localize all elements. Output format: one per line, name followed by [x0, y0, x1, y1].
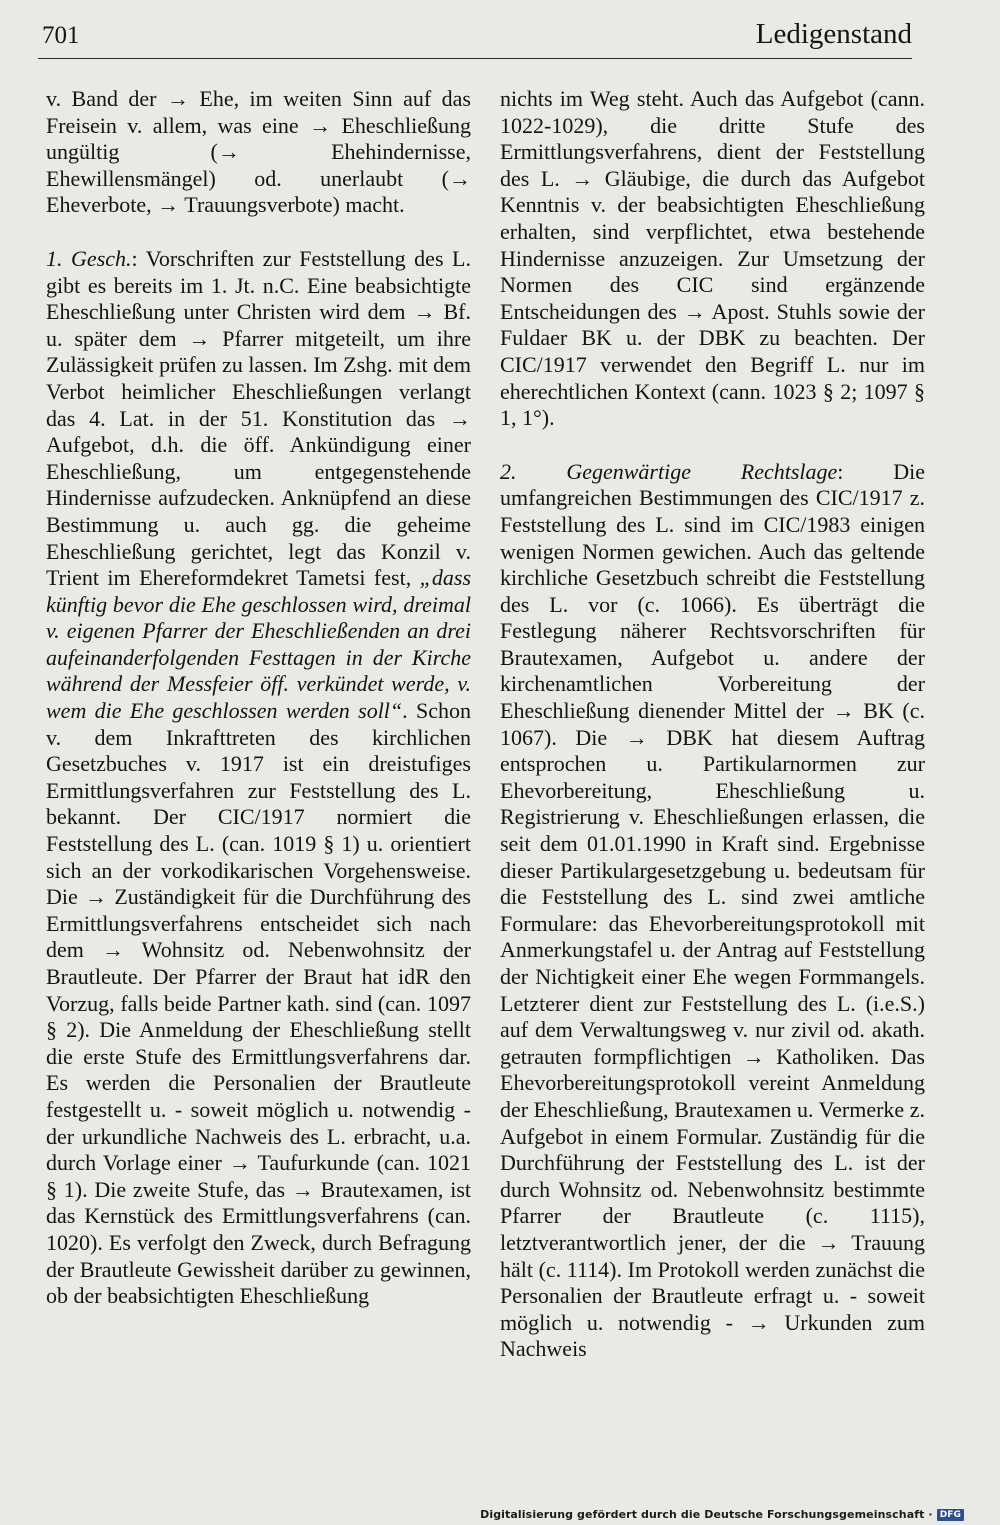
section-number: 1.	[46, 245, 63, 271]
section-paragraph	[46, 246, 471, 1310]
tametsi-quote: „dass künftig bevor die Ehe geschlossen wird, dreimal v. eigenen Pfarrer der Eheschließenden an drei aufeinanderfolgenden Festtagen in der Kirche während der Messfeier öff. verkündet werde, v. wem die Ehe geschlossen werden soll“	[46, 565, 471, 724]
credit-text: Digitalisierung gefördert durch die Deutsche Forschungsgemeinschaft ·	[480, 1508, 933, 1521]
right-column	[500, 86, 925, 1363]
paragraph-text: : Die umfangreichen Bestimmungen des CIC/1917 z. Feststellung des L. sind im CIC/1983 einigen wenigen Normen gewichen. Auch das geltende kirchliche Gesetzbuch schreibt die Feststellung des L. vor (c. 1066). Es überträgt die Festlegung näherer Rechtsvorschriften für Brautexamen, Aufgebot u. andere der kirchenamtlichen Vorbereitung der Eheschließung dienender Mittel der → BK (c. 1067). Die → DBK hat diesem Auftrag entsprochen u. Partikularnormen zur Ehevorbereitung, Eheschließung u. Registrierung v. Eheschließungen erlassen, die seit dem 01.01.1990 in Kraft sind. Ergebnisse dieser Partikulargesetzgebung u. bedeutsam für die Feststellung des L. sind zwei amtliche Formulare: das Ehevorbereitungsprotokoll mit Anmerkungstafel u. der Antrag auf Feststellung der Nichtigkeit einer Ehe wegen Formmangels. Letzterer dient zur Feststellung des L. (i.e.S.) auf dem Verwaltungsweg v. nur zivil od. akath. getrauten formpflichtigen → Katholiken. Das Ehevorbereitungsprotokoll vereint Anmeldung der Eheschließung, Brautexamen u. Vermerke z. Aufgebot in einem Formular. Zuständig für die Durchführung der Feststellung des L. ist der durch Wohnsitz od. Nebenwohnsitz bestimmte Pfarrer der Brautleute (c. 1115), letztverantwortlich jener, der die → Trauung hält (c. 1114). Im Protokoll werden zunächst die Personalien der Brautleute erfragt u. - soweit möglich u. notwendig - → Urkunden zum Nachweis	[500, 458, 925, 1362]
paragraph: v. Band der → Ehe, im weiten Sinn auf das Freisein v. allem, was eine → Eheschließung ungültig (→ Ehehindernisse, Ehewillensmängel) od. unerlaubt (→ Eheverbote, → Trauungsverbote) macht.	[46, 86, 471, 218]
section-title: Gegenwärtige Rechtslage	[566, 458, 838, 484]
section-title: Gesch.	[71, 245, 132, 271]
paragraph-text: : Vorschriften zur Feststellung des L. gibt es bereits im 1. Jt. n.C. Eine beabsichtigte Eheschließung unter Christen wird dem → Bf. u. später dem → Pfarrer mitgeteilt, um ihre Zulässigkeit prüfen zu lassen. Im Zshg. mit dem Verbot heimlicher Eheschließungen verlangt das 4. Lat. in der 51. Konstitution das → Aufgebot, d.h. die öff. Ankündigung einer Eheschließung, um entgegenstehende Hindernisse aufzudecken. Anknüpfend an diese Bestimmung u. auch gg. die geheime Eheschließung gerichtet, legt das Konzil v. Trient im Ehereformdekret Tametsi fest,	[46, 245, 471, 591]
left-column	[46, 86, 471, 1310]
digitization-credit	[480, 1508, 964, 1521]
dfg-logo-icon: DFG	[937, 1509, 964, 1521]
section-number: 2.	[500, 458, 517, 484]
section-paragraph	[500, 459, 925, 1363]
page-header	[38, 18, 912, 59]
paragraph-text: . Schon v. dem Inkrafttreten des kirchlichen Gesetzbuches v. 1917 ist ein dreistufiges Ermittlungsverfahren zur Feststellung des L. bekannt. Der CIC/1917 normiert die Feststellung des L. (can. 1019 § 1) u. orientiert sich an der vorkodikarischen Vorgehensweise. Die → Zuständigkeit für die Durchführung des Ermittlungsverfahrens entscheidet sich nach dem → Wohnsitz od. Nebenwohnsitz der Brautleute. Der Pfarrer der Braut hat idR den Vorzug, falls beide Partner kath. sind (can. 1097 § 2). Die Anmeldung der Eheschließung stellt die erste Stufe des Ermittlungsverfahrens dar. Es werden die Personalien der Brautleute festgestellt u. - soweit möglich u. notwendig - der urkundliche Nachweis des L. erbracht, u.a. durch Vorlage einer → Taufurkunde (can. 1021 § 1). Die zweite Stufe, das → Brautexamen, ist das Kernstück des Ermittlungsverfahrens (can. 1020). Es verfolgt den Zweck, durch Befragung der Brautleute Gewissheit darüber zu gewinnen, ob der beabsichtigten Eheschließung	[46, 698, 472, 1309]
page-number: 701	[42, 22, 80, 49]
running-head: Ledigenstand	[755, 18, 912, 50]
paragraph: nichts im Weg steht. Auch das Aufgebot (cann. 1022-1029), die dritte Stufe des Ermittlungsverfahrens, dient der Feststellung des L. → Gläubige, die durch das Aufgebot Kenntnis v. der beabsichtigten Eheschließung erhalten, sind verpflichtet, etwa bestehende Hindernisse anzuzeigen. Zur Umsetzung der Normen des CIC sind ergänzende Entscheidungen des → Apost. Stuhls sowie der Fuldaer BK u. der DBK zu beachten. Der CIC/1917 verwendet den Begriff L. nur im eherechtlichen Kontext (cann. 1023 § 2; 1097 § 1, 1°).	[500, 86, 925, 431]
